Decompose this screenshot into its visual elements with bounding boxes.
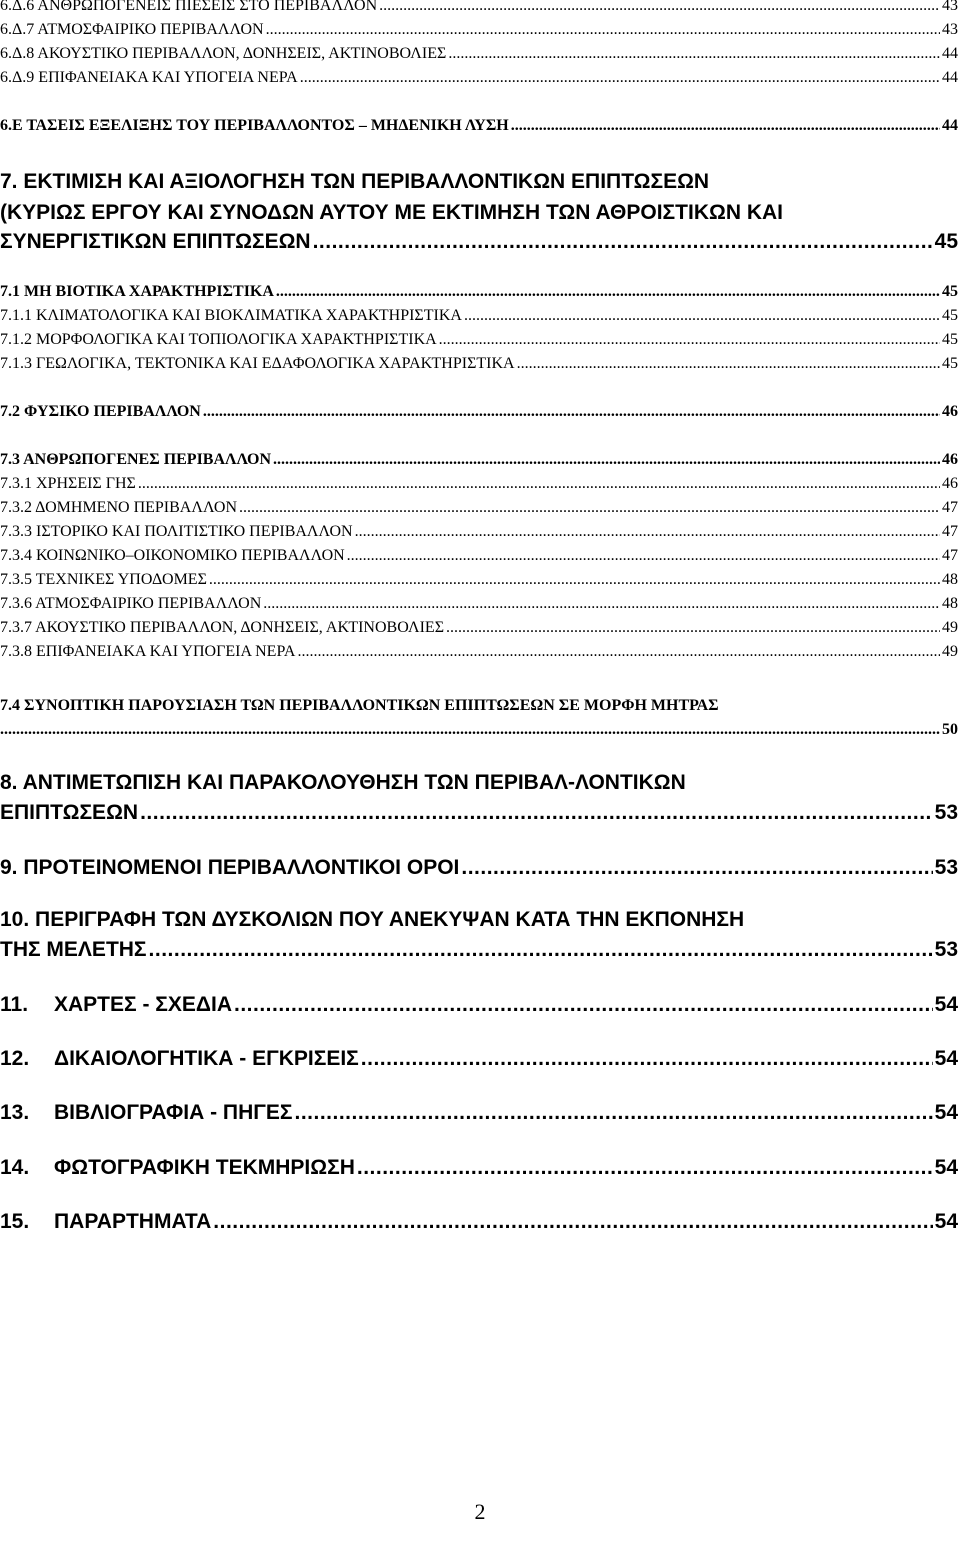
toc-entry-page: 54: [934, 993, 958, 1016]
toc-entry-14[interactable]: [0, 1155, 958, 1181]
toc-entry-page: 53: [934, 938, 958, 961]
toc-entry-page: 46: [942, 475, 958, 492]
toc-entry-text: ΦΩΤΟΓΡΑΦΙΚΗ ΤΕΚΜΗΡΙΩΣΗ: [54, 1156, 355, 1179]
toc-entry-title: 7.3 ΑΝΘΡΩΠΟΓΕΝΕΣ ΠΕΡΙΒΑΛΛΟΝ: [0, 451, 272, 468]
toc-entry-title: 7.3.1 ΧΡΗΣΕΙΣ ΓΗΣ: [0, 475, 136, 492]
toc-entry-title: 6.Δ.6 ΑΝΘΡΩΠΟΓΕΝΕΙΣ ΠΙΕΣΕΙΣ ΣΤΟ ΠΕΡΙΒΑΛΛΟΝ: [0, 0, 378, 14]
toc-entry-text: ΧΑΡΤΕΣ - ΣΧΕΔΙΑ: [54, 993, 232, 1016]
toc-entry-page: 54: [934, 1101, 958, 1124]
toc-entry-title: [0, 992, 232, 1018]
toc-entry-page: 49: [942, 643, 958, 660]
dot-leader: [263, 595, 940, 613]
toc-entry-title: [0, 1209, 211, 1235]
toc-entry-title: 7.3.4 ΚΟΙΝΩΝΙΚΟ–ΟΙΚΟΝΟΜΙΚΟ ΠΕΡΙΒΑΛΛΟΝ: [0, 547, 345, 564]
toc-entry-title: 9. ΠΡΟΤΕΙΝΟΜΕΝΟΙ ΠΕΡΙΒΑΛΛΟΝΤΙΚΟΙ ΟΡΟΙ: [0, 856, 460, 879]
toc-entry-page: 49: [942, 619, 958, 636]
dot-leader: [276, 283, 940, 301]
toc-entry-page: 44: [942, 45, 958, 62]
toc-entry-title: [0, 1100, 292, 1126]
toc-entry-title: 7.3.5 ΤΕΧΝΙΚΕΣ ΥΠΟΔΟΜΕΣ: [0, 571, 207, 588]
toc-entry-number: 13.: [0, 1101, 30, 1124]
toc-entry-title: 7.1.2 ΜΟΡΦΟΛΟΓΙΚΑ ΚΑΙ ΤΟΠΙΟΛΟΓΙΚΑ ΧΑΡΑΚΤΗΡΙΣΤΙΚΑ: [0, 331, 437, 348]
toc-entry-page: 44: [942, 117, 958, 134]
dot-leader: [313, 229, 933, 255]
toc-entry-page: 54: [934, 1047, 958, 1070]
dot-leader: [300, 69, 940, 87]
toc-entry-title: 7.1 ΜΗ ΒΙΟΤΙΚΑ ΧΑΡΑΚΤΗΡΙΣΤΙΚΑ: [0, 283, 274, 300]
dot-leader: [439, 331, 940, 349]
toc-entry-page: 47: [942, 523, 958, 540]
toc-entry-page: 53: [934, 801, 958, 824]
dot-leader: [355, 523, 940, 541]
toc-entry-page: 46: [942, 451, 958, 468]
dot-leader: [149, 937, 933, 963]
toc-entry-7-1-3[interactable]: [0, 355, 958, 373]
dot-leader: [379, 0, 940, 15]
toc-entry-7-3[interactable]: [0, 451, 958, 469]
dot-leader: [140, 800, 933, 826]
dot-leader: [297, 643, 940, 661]
toc-entry-7-line2: (ΚΥΡΙΩΣ ΕΡΓΟΥ ΚΑΙ ΣΥΝΟΔΩΝ ΑΥΤΟΥ ΜΕ ΕΚΤΙΜΗΣΗ ΤΩΝ ΑΘΡΟΙΣΤΙΚΩΝ ΚΑΙ: [0, 201, 783, 224]
toc-entry-8[interactable]: [0, 800, 958, 826]
toc-entry-title: [0, 1155, 355, 1181]
dot-leader: [517, 355, 940, 373]
dot-leader: [266, 21, 940, 39]
toc-entry-page: 53: [934, 856, 958, 879]
toc-entry-page: 45: [942, 283, 958, 300]
toc-entry-13[interactable]: [0, 1100, 958, 1126]
toc-entry-6d9[interactable]: [0, 69, 958, 87]
toc-entry-title: ΕΠΙΠΤΩΣΕΩΝ: [0, 801, 139, 824]
toc-entry-7-3-7[interactable]: [0, 619, 958, 637]
toc-entry-page: 45: [942, 331, 958, 348]
toc-entry-page: 50: [942, 721, 958, 738]
toc-entry-number: 15.: [0, 1210, 30, 1233]
toc-entry-page: 54: [934, 1156, 958, 1179]
toc-entry-title: 7.3.3 ΙΣΤΟΡΙΚΟ ΚΑΙ ΠΟΛΙΤΙΣΤΙΚΟ ΠΕΡΙΒΑΛΛΟΝ: [0, 523, 353, 540]
toc-entry-7-1[interactable]: [0, 283, 958, 301]
toc-entry-11[interactable]: [0, 992, 958, 1018]
toc-entry-7-1-1[interactable]: [0, 307, 958, 325]
toc-entry-page: 47: [942, 547, 958, 564]
toc-entry-title: 6.Δ.7 ΑΤΜΟΣΦΑΙΡΙΚΟ ΠΕΡΙΒΑΛΛΟΝ: [0, 21, 264, 38]
toc-entry-title: 6.Δ.8 ΑΚΟΥΣΤΙΚΟ ΠΕΡΙΒΑΛΛΟΝ, ΔΟΝΗΣΕΙΣ, ΑΚΤΙΝΟΒΟΛΙΕΣ: [0, 45, 447, 62]
dot-leader: [511, 117, 940, 135]
toc-entry-title: [0, 1046, 359, 1072]
toc-entry-title: 7.1.1 ΚΛΙΜΑΤΟΛΟΓΙΚΑ ΚΑΙ ΒΙΟΚΛΙΜΑΤΙΚΑ ΧΑΡΑΚΤΗΡΙΣΤΙΚΑ: [0, 307, 462, 324]
toc-entry-7-3-8[interactable]: [0, 643, 958, 661]
toc-entry-10-line1: 10. ΠΕΡΙΓΡΑΦΗ ΤΩΝ ΔΥΣΚΟΛΙΩΝ ΠΟΥ ΑΝΕΚΥΨΑΝ ΚΑΤΑ ΤΗΝ ΕΚΠΟΝΗΣΗ: [0, 908, 745, 931]
toc-entry-6e[interactable]: [0, 117, 958, 135]
toc-entry-page: 46: [942, 403, 958, 420]
toc-entry-6d6[interactable]: [0, 0, 958, 15]
toc-entry-page: 43: [942, 0, 958, 14]
toc-entry-title: 7.1.3 ΓΕΩΛΟΓΙΚΑ, ΤΕΚΤΟΝΙΚΑ ΚΑΙ ΕΔΑΦΟΛΟΓΙΚΑ ΧΑΡΑΚΤΗΡΙΣΤΙΚΑ: [0, 355, 515, 372]
dot-leader: [294, 1100, 932, 1126]
toc-entry-page: 48: [942, 571, 958, 588]
toc-entry-15[interactable]: [0, 1209, 958, 1235]
toc-entry-text: ΒΙΒΛΙΟΓΡΑΦΙΑ - ΠΗΓΕΣ: [54, 1101, 293, 1124]
dot-leader: [361, 1046, 933, 1072]
toc-entry-page: 48: [942, 595, 958, 612]
toc-entry-text: ΠΑΡΑΡΤΗΜΑΤΑ: [54, 1210, 212, 1233]
toc-entry-7[interactable]: [0, 229, 958, 255]
dot-leader: [234, 992, 933, 1018]
dot-leader: [138, 475, 940, 493]
dot-leader: [203, 403, 940, 421]
toc-entry-number: 11.: [0, 993, 29, 1016]
toc-entry-7-4[interactable]: [0, 721, 958, 739]
dot-leader: [273, 451, 940, 469]
toc-entry-page: 54: [934, 1210, 958, 1233]
toc-entry-title: ΤΗΣ ΜΕΛΕΤΗΣ: [0, 938, 147, 961]
toc-entry-7-3-1[interactable]: [0, 475, 958, 493]
toc-entry-10[interactable]: [0, 937, 958, 963]
toc-entry-7-3-5[interactable]: [0, 571, 958, 589]
dot-leader: [0, 721, 940, 739]
toc-entry-9[interactable]: [0, 855, 958, 881]
toc-entry-title: 6.Ε ΤΑΣΕΙΣ ΕΞΕΛΙΞΗΣ ΤΟΥ ΠΕΡΙΒΑΛΛΟΝΤΟΣ – ΜΗΔΕΝΙΚΗ ΛΥΣΗ: [0, 117, 509, 134]
toc-entry-7-3-4[interactable]: [0, 547, 958, 565]
toc-entry-8-line1: 8. ΑΝΤΙΜΕΤΩΠΙΣΗ ΚΑΙ ΠΑΡΑΚΟΛΟΥΘΗΣΗ ΤΩΝ ΠΕΡΙΒΑΛ-ΛΟΝΤΙΚΩΝ: [0, 771, 686, 794]
toc-entry-page: 43: [942, 21, 958, 38]
toc-entry-title: 7.3.6 ΑΤΜΟΣΦΑΙΡΙΚΟ ΠΕΡΙΒΑΛΛΟΝ: [0, 595, 262, 612]
toc-entry-7-line1: 7. ΕΚΤΙΜΙΣΗ ΚΑΙ ΑΞΙΟΛΟΓΗΣΗ ΤΩΝ ΠΕΡΙΒΑΛΛΟΝΤΙΚΩΝ ΕΠΙΠΤΩΣΕΩΝ: [0, 170, 710, 193]
toc-entry-title: 6.Δ.9 ΕΠΙΦΑΝΕΙΑΚΑ ΚΑΙ ΥΠΟΓΕΙΑ ΝΕΡΑ: [0, 69, 298, 86]
toc-entry-page: 44: [942, 69, 958, 86]
dot-leader: [357, 1155, 933, 1181]
dot-leader: [239, 499, 940, 517]
page-number: 2: [474, 1499, 486, 1524]
toc-entry-page: 45: [934, 230, 958, 253]
toc-entry-6d8[interactable]: [0, 45, 958, 63]
toc-entry-title: 7.3.8 ΕΠΙΦΑΝΕΙΑΚΑ ΚΑΙ ΥΠΟΓΕΙΑ ΝΕΡΑ: [0, 643, 296, 660]
dot-leader: [461, 855, 932, 881]
toc-entry-6d7[interactable]: [0, 21, 958, 39]
toc-entry-number: 12.: [0, 1047, 30, 1070]
toc-entry-title: 7.2 ΦΥΣΙΚΟ ΠΕΡΙΒΑΛΛΟΝ: [0, 403, 201, 420]
toc-entry-7-3-6[interactable]: [0, 595, 958, 613]
toc-entry-7-2[interactable]: [0, 403, 958, 421]
toc-entry-12[interactable]: [0, 1046, 958, 1072]
dot-leader: [209, 571, 940, 589]
toc-entry-number: 14.: [0, 1156, 30, 1179]
toc-entry-7-1-2[interactable]: [0, 331, 958, 349]
toc-entry-7-3-2[interactable]: [0, 499, 958, 517]
toc-entry-page: 45: [942, 355, 958, 372]
dot-leader: [446, 619, 940, 637]
dot-leader: [448, 45, 940, 63]
toc-entry-title: 7.3.2 ΔΟΜΗΜΕΝΟ ΠΕΡΙΒΑΛΛΟΝ: [0, 499, 237, 516]
toc-entry-title: 7.3.7 ΑΚΟΥΣΤΙΚΟ ΠΕΡΙΒΑΛΛΟΝ, ΔΟΝΗΣΕΙΣ, ΑΚΤΙΝΟΒΟΛΙΕΣ: [0, 619, 445, 636]
toc-entry-text: ΔΙΚΑΙΟΛΟΓΗΤΙΚΑ - ΕΓΚΡΙΣΕΙΣ: [54, 1047, 359, 1070]
dot-leader: [213, 1209, 932, 1235]
toc-entry-title: ΣΥΝΕΡΓΙΣΤΙΚΩΝ ΕΠΙΠΤΩΣΕΩΝ: [0, 230, 311, 253]
toc-entry-page: 47: [942, 499, 958, 516]
toc-entry-7-3-3[interactable]: [0, 523, 958, 541]
toc-entry-page: 45: [942, 307, 958, 324]
dot-leader: [464, 307, 940, 325]
toc-entry-7-4-line1: 7.4 ΣΥΝΟΠΤΙΚΗ ΠΑΡΟΥΣΙΑΣΗ ΤΩΝ ΠΕΡΙΒΑΛΛΟΝΤΙΚΩΝ ΕΠΙΠΤΩΣΕΩΝ ΣΕ ΜΟΡΦΗ ΜΗΤΡΑΣ: [0, 697, 719, 714]
dot-leader: [347, 547, 940, 565]
